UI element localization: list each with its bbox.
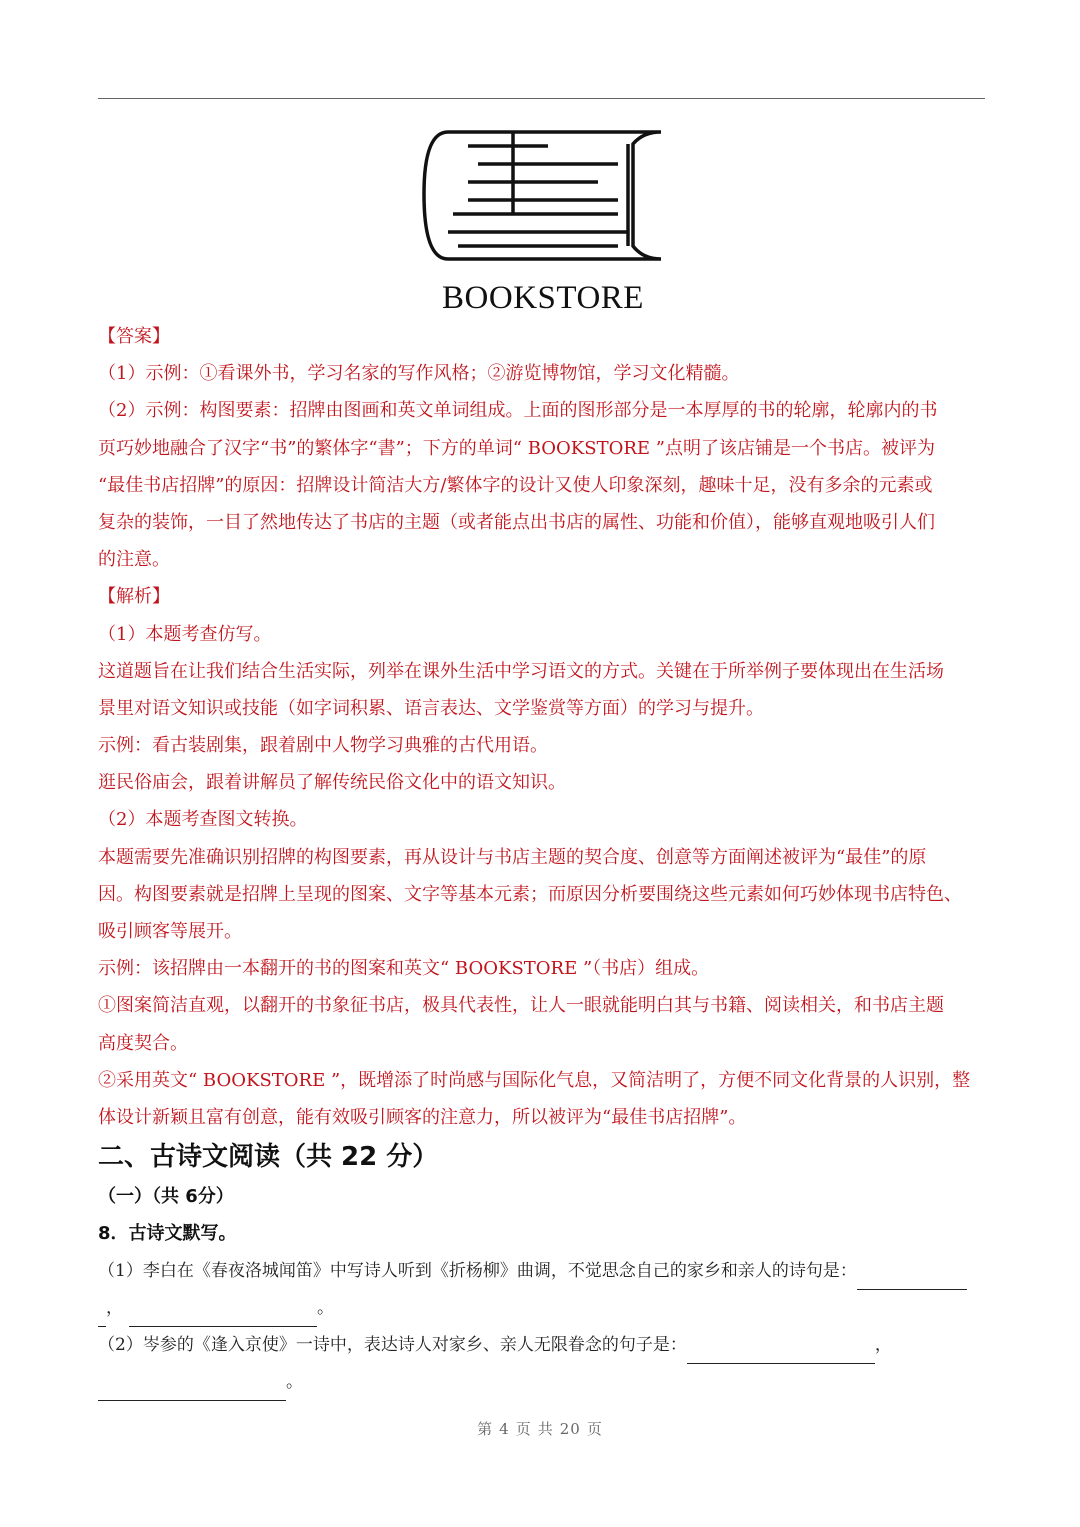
header-rule [98, 98, 985, 99]
analysis-line: 本题需要先准确识别招牌的构图要素，再从设计与书店主题的契合度、创意等方面阐述被评为“最佳”的原 [98, 846, 927, 868]
page-footer: 第 4 页 共 20 页 [477, 1420, 603, 1438]
analysis-heading: 【解析】 [98, 586, 170, 608]
page-number: 4 [499, 1420, 510, 1438]
answer-blank[interactable] [687, 1339, 875, 1364]
page-total: 20 [559, 1420, 581, 1438]
analysis-line: ②采用英文“ BOOKSTORE ”，既增添了时尚感与国际化气息，又简洁明了，方便不同文化背景的人识别，整 [98, 1069, 971, 1091]
analysis-line: （1）本题考查仿写。 [98, 623, 272, 645]
analysis-line: 高度契合。 [98, 1032, 188, 1054]
question-8-1-text: （1）李白在《春夜洛城闻笛》中写诗人听到《折杨柳》曲调，不觉思念自己的家乡和亲人的诗句是： [98, 1260, 857, 1281]
answer-line: （1）示例：①看课外书，学习名家的写作风格；②游览博物馆，学习文化精髓。 [98, 363, 740, 385]
answer-line: （2）示例：构图要素：招牌由图画和英文单词组成。上面的图形部分是一本厚厚的书的轮廓，轮廓内的书 [98, 400, 938, 422]
answer-blank[interactable] [98, 1302, 106, 1327]
analysis-line: 吸引顾客等展开。 [98, 921, 242, 942]
analysis-line: 因。构图要素就是招牌上呈现的图案、文字等基本元素；而原因分析要围绕这些元素如何巧妙体现书店特色、 [98, 883, 962, 905]
question-8-2: （2）岑参的《逢入京使》一诗中，表达诗人对家乡、亲人无限眷念的句子是： ， [98, 1327, 998, 1364]
answer-line: 页巧妙地融合了汉字“书”的繁体字“書”；下方的单词“ BOOKSTORE ”点明了该店铺是一个书店。被评为 [98, 437, 935, 459]
answer-heading: 【答案】 [98, 326, 170, 347]
analysis-line: 这道题旨在让我们结合生活实际，列举在课外生活中学习语文的方式。关键在于所举例子要体现出在生活场 [98, 660, 944, 682]
analysis-line: （2）本题考查图文转换。 [98, 809, 308, 831]
analysis-line: 体设计新颖且富有创意，能有效吸引顾客的注意力，所以被评为“最佳书店招牌”。 [98, 1106, 747, 1128]
answer-blank[interactable] [98, 1376, 286, 1401]
question-8-1 [98, 1253, 998, 1290]
answer-blank[interactable] [857, 1265, 967, 1290]
answer-line: 复杂的装饰，一目了然地传达了书店的主题（或者能点出书店的属性、功能和价值），能够直观地吸引人们 [98, 511, 935, 533]
analysis-line: 示例：看古装剧集，跟着剧中人物学习典雅的古代用语。 [98, 735, 548, 757]
logo-wordmark: BOOKSTORE [442, 280, 644, 316]
analysis-line: 示例：该招牌由一本翻开的书的图案和英文“ BOOKSTORE ”（书店）组成。 [98, 958, 710, 980]
question-title: 8．古诗文默写。 [98, 1223, 237, 1245]
answer-line: 的注意。 [98, 549, 170, 571]
answer-line: “最佳书店招牌”的原因：招牌设计简洁大方/繁体字的设计又使人印象深刻，趣味十足，没有多余的元素或 [98, 474, 933, 496]
question-8-2-text: （2）岑参的《逢入京使》一诗中，表达诗人对家乡、亲人无限眷念的句子是： [98, 1334, 687, 1355]
analysis-line: ①图案简洁直观，以翻开的书象征书店，极具代表性，让人一眼就能明白其与书籍、阅读相关，和书店主题 [98, 995, 944, 1017]
section-title: 二、古诗文阅读（共 22 分） [98, 1142, 439, 1173]
question-8-2-cont: 。 [98, 1364, 998, 1401]
document-body [98, 318, 998, 1401]
part-title: （一）（共 6分） [98, 1186, 234, 1208]
analysis-line: 逛民俗庙会，跟着讲解员了解传统民俗文化中的语文知识。 [98, 772, 566, 794]
analysis-line: 景里对语文知识或技能（如字词积累、语言表达、文学鉴赏等方面）的学习与提升。 [98, 697, 764, 719]
question-8-1-cont: ， 。 [98, 1290, 998, 1327]
answer-blank[interactable] [129, 1302, 317, 1327]
